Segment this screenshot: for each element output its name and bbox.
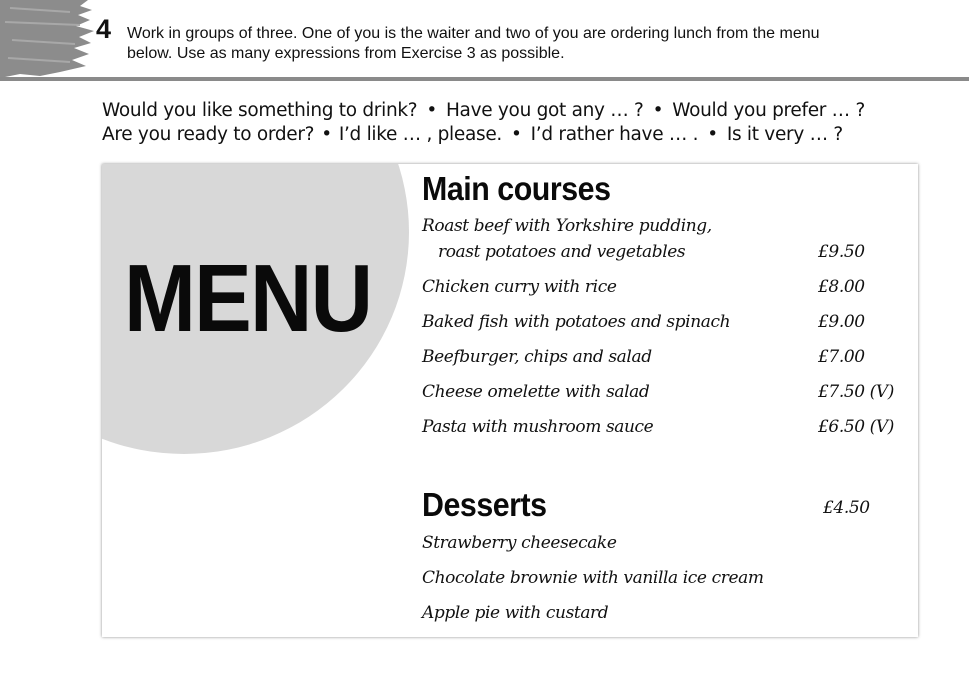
menu-item-name: Chicken curry with rice (422, 277, 617, 297)
expression: Have you got any … ? (445, 100, 644, 121)
menu-title: MENU (124, 245, 372, 352)
expression: Would you prefer … ? (672, 100, 865, 121)
menu-item-name: Roast beef with Yorkshire pudding, (422, 216, 712, 236)
menu-item-name: Cheese omelette with salad (422, 382, 650, 402)
instruction-line-2: below. Use as many expressions from Exercise 3 as possible. (127, 45, 565, 62)
expression: Is it very … ? (726, 124, 843, 145)
bullet-separator: • (511, 124, 522, 145)
menu-item-price: £9.00 (818, 312, 865, 332)
expressions-line-1 (102, 99, 865, 123)
desserts-heading: Desserts (422, 486, 547, 523)
menu-item-price: £9.50 (818, 242, 865, 262)
instruction-line-1: Work in groups of three. One of you is the waiter and two of you are ordering lunch from the menu (127, 25, 820, 42)
menu-item-name-continued: roast potatoes and vegetables (438, 242, 686, 262)
exercise-instruction (127, 24, 927, 64)
expression: Are you ready to order? (102, 124, 315, 145)
menu-item-price: £7.50 (V) (818, 382, 895, 402)
expression: I’d like … , please. (338, 124, 503, 145)
dessert-price: £4.50 (823, 498, 870, 518)
menu-item-price: £7.00 (818, 347, 865, 367)
menu-item-price: £6.50 (V) (818, 417, 895, 437)
menu-item-name: Baked fish with potatoes and spinach (422, 312, 731, 332)
menu-item-name: Pasta with mushroom sauce (422, 417, 654, 437)
dessert-item: Strawberry cheesecake (422, 533, 617, 553)
menu-item-name: Beefburger, chips and salad (422, 347, 652, 367)
exercise-number: 4 (96, 14, 112, 44)
bullet-separator: • (652, 100, 664, 121)
dessert-item: Chocolate brownie with vanilla ice cream (422, 568, 764, 588)
expression: I’d rather have … . (530, 124, 699, 145)
expression: Would you like something to drink? (102, 100, 418, 121)
expressions-line-2 (102, 123, 865, 147)
brush-stroke-decoration (0, 0, 100, 80)
bullet-separator: • (426, 100, 437, 121)
menu-card (102, 164, 918, 637)
header-rule (0, 77, 969, 81)
bullet-separator: • (707, 124, 718, 145)
main-courses-heading: Main courses (422, 170, 611, 207)
useful-expressions (102, 99, 865, 147)
menu-item-price: £8.00 (818, 277, 865, 297)
dessert-item: Apple pie with custard (422, 603, 609, 623)
bullet-separator: • (321, 124, 332, 145)
